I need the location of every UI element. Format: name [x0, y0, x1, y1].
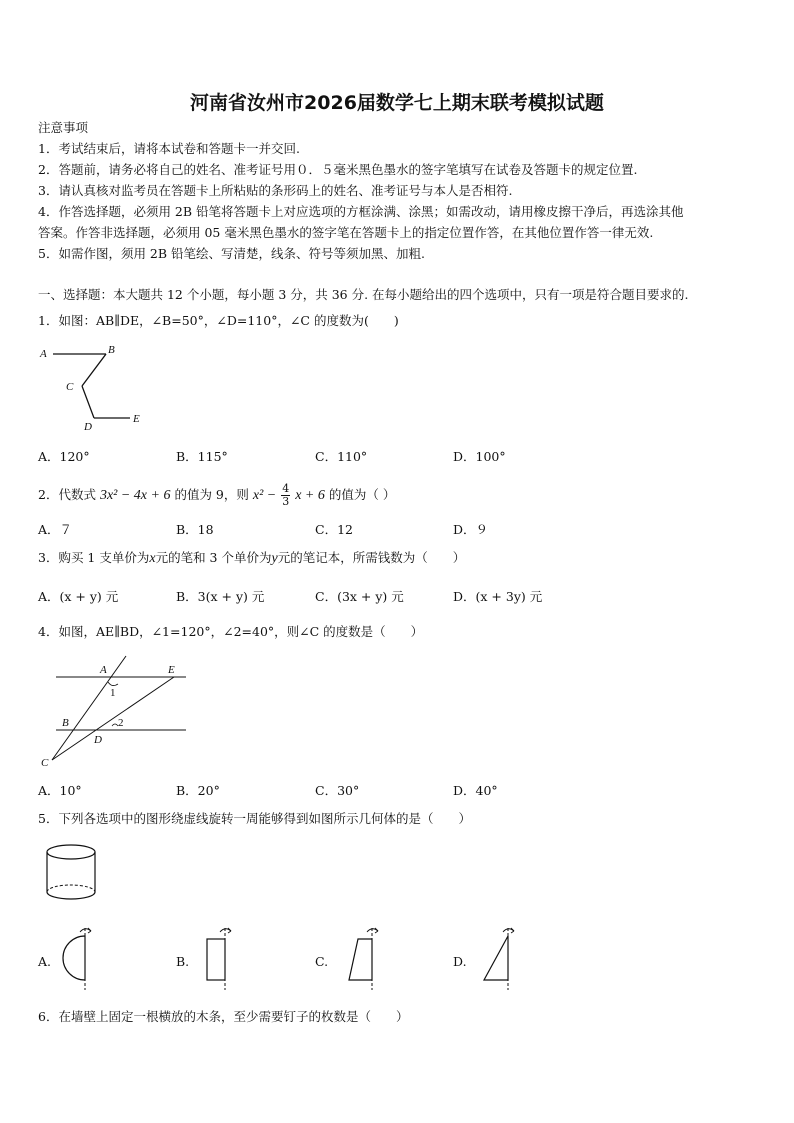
q1-option-c: C．110°	[315, 449, 368, 464]
label-d: D	[94, 734, 102, 746]
q2-option-c: C．12	[315, 522, 353, 537]
question-4-figure	[38, 656, 188, 771]
q5-option-c-figure	[340, 924, 390, 994]
label-a: A	[40, 348, 47, 360]
question-5-stem: 5．下列各选项中的图形绕虚线旋转一周能够得到如图所示几何体的是（ ）	[38, 811, 471, 826]
label-angle-2: 2	[118, 717, 124, 729]
notice-item-4: 4．作答选择题，必须用 2B 铅笔将答题卡上对应选项的方框涂满、涂黑；如需改动，请用橡皮擦干净后，再选涂其他	[38, 204, 684, 219]
q4-option-b: B．20°	[176, 783, 220, 798]
notice-item-1: 1．考试结束后，请将本试卷和答题卡一并交回.	[38, 141, 300, 156]
q3-option-c: C．(3x + y) 元	[315, 589, 404, 604]
question-3-stem: 3．购买 1 支单价为x元的笔和 3 个单价为y元的笔记本，所需钱数为（ ）	[38, 550, 466, 566]
q5-option-b-figure	[198, 924, 248, 994]
notice-item-4-cont: 答案。作答非选择题，必须用 05 毫米黑色墨水的签字笔在答题卡上的指定位置作答，在其他位置作答一律无效.	[38, 225, 654, 240]
label-angle-1: 1	[110, 687, 116, 699]
label-e: E	[168, 664, 175, 676]
notice-item-3: 3．请认真核对监考员在答题卡上所粘贴的条形码上的姓名、准考证号与本人是否相符.	[38, 183, 513, 198]
q5-option-c-label: C.	[315, 954, 329, 969]
q3-option-a: A．(x + y) 元	[38, 589, 119, 604]
label-c: C	[66, 381, 74, 393]
q4-option-a: A．10°	[38, 783, 82, 798]
cylinder-figure	[44, 842, 104, 906]
label-c: C	[41, 757, 49, 769]
q5-option-a-figure	[58, 924, 108, 994]
q5-option-b-label: B.	[176, 954, 190, 969]
q2-option-b: B．18	[176, 522, 214, 537]
q5-option-a-label: A.	[38, 954, 52, 969]
page-title: 河南省汝州市2026届数学七上期末联考模拟试题	[190, 92, 604, 114]
q2-option-d: D．９	[453, 522, 489, 537]
label-b: B	[108, 344, 115, 356]
q1-option-d: D．100°	[453, 449, 506, 464]
fraction-4-3: $\frac{4}{3}$	[282, 482, 290, 508]
label-b: B	[62, 717, 69, 729]
question-4-stem: 4．如图，AE∥BD，∠1=120°，∠2=40°，则∠C 的度数是（ ）	[38, 624, 424, 639]
notice-item-2: 2．答题前，请务必将自己的姓名、准考证号用０．５毫米黑色墨水的签字笔填写在试卷及答题卡的规定位置.	[38, 162, 638, 177]
q2-option-a: A．７	[38, 522, 73, 537]
question-6-stem: 6．在墙壁上固定一根横放的木条，至少需要钉子的枚数是（ ）	[38, 1009, 409, 1024]
label-a: A	[100, 664, 107, 676]
question-1-stem: 1．如图：AB∥DE，∠B=50°，∠D=110°，∠C 的度数为( )	[38, 313, 399, 328]
q3-option-d: D．(x + 3y) 元	[453, 589, 543, 604]
question-1-figure	[38, 340, 158, 435]
question-2-stem: 2．代数式 3x² − 4x + 6 的值为 9，则 x² − $\frac{4}{3}$ x + 6 的值为（ ）	[38, 482, 396, 508]
label-e: E	[133, 413, 140, 425]
q3-option-b: B．3(x + y) 元	[176, 589, 265, 604]
q5-option-d-label: D.	[453, 954, 467, 969]
q1-option-b: B．115°	[176, 449, 228, 464]
q4-option-c: C．30°	[315, 783, 360, 798]
q4-option-d: D．40°	[453, 783, 498, 798]
q1-option-a: A．120°	[38, 449, 90, 464]
notice-item-5: 5．如需作图，须用 2B 铅笔绘、写清楚，线条、符号等须加黑、加粗.	[38, 246, 426, 261]
q5-option-d-figure	[476, 924, 526, 994]
section-heading: 一、选择题：本大题共 12 个小题，每小题 3 分，共 36 分. 在每小题给出的四个选项中，只有一项是符合题目要求的.	[38, 287, 689, 302]
label-d: D	[84, 421, 92, 433]
notice-heading: 注意事项	[38, 120, 89, 135]
